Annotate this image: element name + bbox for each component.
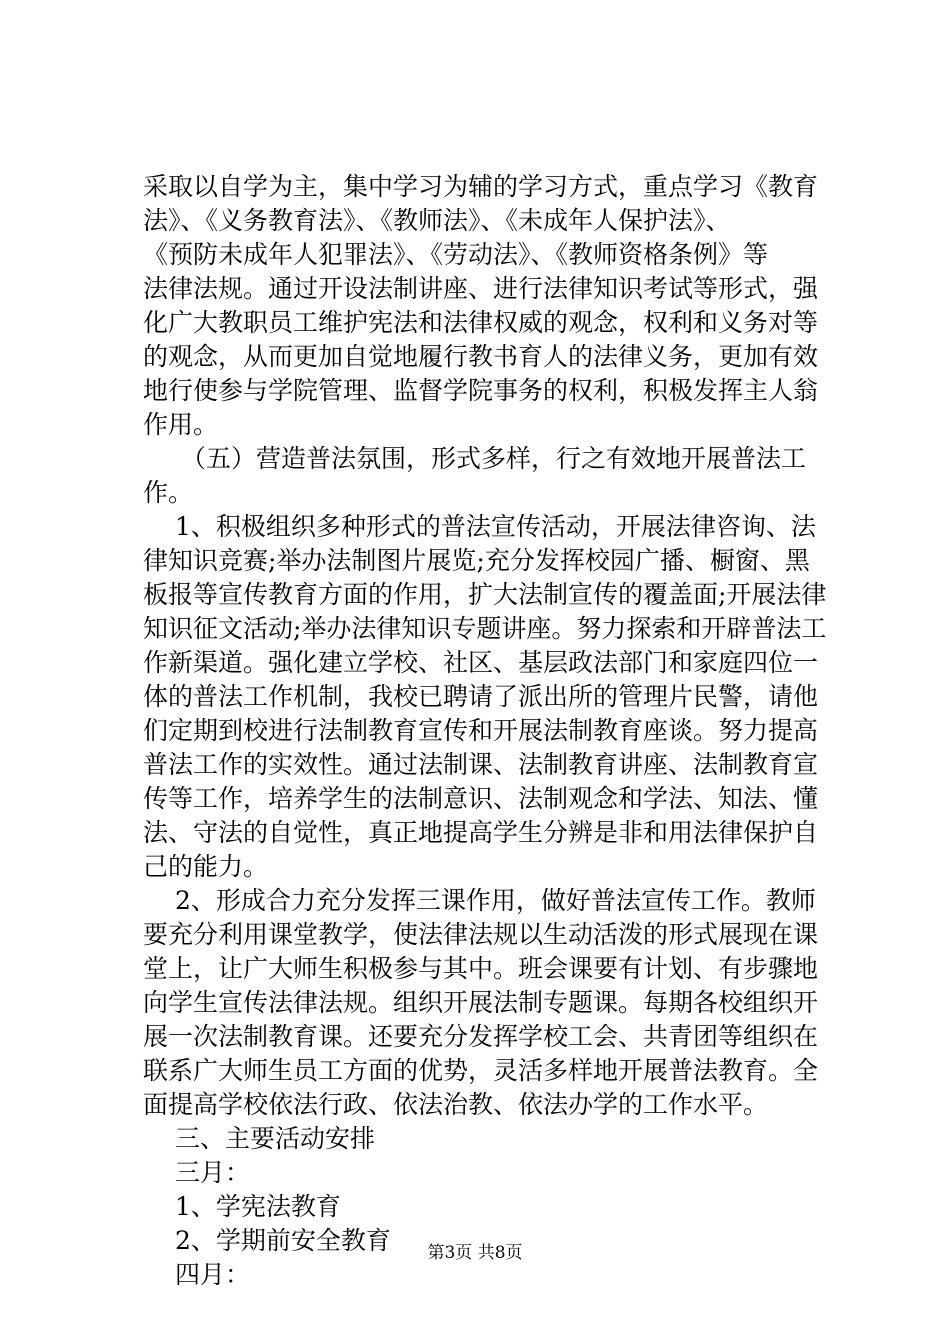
- text-line: 要充分利用课堂教学，使法律法规以生动活泼的形式展现在课: [143, 920, 819, 949]
- month-heading: 四月：: [175, 1260, 251, 1289]
- text-line: 面提高学校依法行政、依法治教、依法办学的工作水平。: [143, 1090, 769, 1119]
- text-line: 作新渠道。强化建立学校、社区、基层政法部门和家庭四位一: [143, 648, 819, 677]
- text-line: 己的能力。: [143, 852, 269, 881]
- section-heading: 三、主要活动安排: [175, 1124, 376, 1153]
- activity-item: 1、学宪法教育: [175, 1192, 341, 1221]
- text-line: 们定期到校进行法制教育宣传和开展法制教育座谈。努力提高: [143, 716, 819, 745]
- text-line: 普法工作的实效性。通过法制课、法制教育讲座、法制教育宣: [143, 750, 819, 779]
- text-line: 作。: [143, 478, 194, 507]
- section-heading: （五）营造普法氛围，形式多样，行之有效地开展普法工: [181, 444, 807, 473]
- text-line: 律知识竞赛;举办法制图片展览;充分发挥校园广播、橱窗、黑: [143, 546, 810, 575]
- paragraph-start: 2、形成合力充分发挥三课作用，做好普法宣传工作。教师: [175, 886, 816, 915]
- text-line: 作用。: [143, 410, 219, 439]
- text-line: 《预防未成年人犯罪法》、《劳动法》、《教师资格条例》等: [143, 240, 769, 269]
- activity-item: 2、学期前安全教育: [175, 1226, 391, 1255]
- text-line: 化广大教职员工维护宪法和法律权威的观念，权利和义务对等: [143, 308, 819, 337]
- text-line: 法、守法的自觉性，真正地提高学生分辨是非和用法律保护自: [143, 818, 819, 847]
- text-line: 体的普法工作机制，我校已聘请了派出所的管理片民警，请他: [143, 682, 819, 711]
- text-line: 采取以自学为主，集中学习为辅的学习方式，重点学习《教育: [143, 172, 819, 201]
- page-footer: 第3页 共8页: [427, 1243, 523, 1263]
- text-line: 法》、《义务教育法》、《教师法》、《未成年人保护法》、: [143, 206, 731, 235]
- text-line: 联系广大师生员工方面的优势，灵活多样地开展普法教育。全: [143, 1056, 819, 1085]
- paragraph-start: 1、积极组织多种形式的普法宣传活动，开展法律咨询、法: [175, 512, 816, 541]
- text-line: 传等工作，培养学生的法制意识、法制观念和学法、知法、懂: [143, 784, 819, 813]
- text-line: 的观念，从而更加自觉地履行教书育人的法律义务，更加有效: [143, 342, 819, 371]
- text-line: 堂上，让广大师生积极参与其中。班会课要有计划、有步骤地: [143, 954, 819, 983]
- text-line: 知识征文活动;举办法律知识专题讲座。努力探索和开辟普法工: [143, 614, 827, 643]
- text-line: 向学生宣传法律法规。组织开展法制专题课。每期各校组织开: [143, 988, 819, 1017]
- text-line: 法律法规。通过开设法制讲座、进行法律知识考试等形式，强: [143, 274, 819, 303]
- text-line: 展一次法制教育课。还要充分发挥学校工会、共青团等组织在: [143, 1022, 819, 1051]
- text-line: 地行使参与学院管理、监督学院事务的权利，积极发挥主人翁: [143, 376, 819, 405]
- document-body: [143, 170, 835, 1292]
- text-line: 板报等宣传教育方面的作用，扩大法制宣传的覆盖面;开展法律: [143, 580, 827, 609]
- month-heading: 三月：: [175, 1158, 251, 1187]
